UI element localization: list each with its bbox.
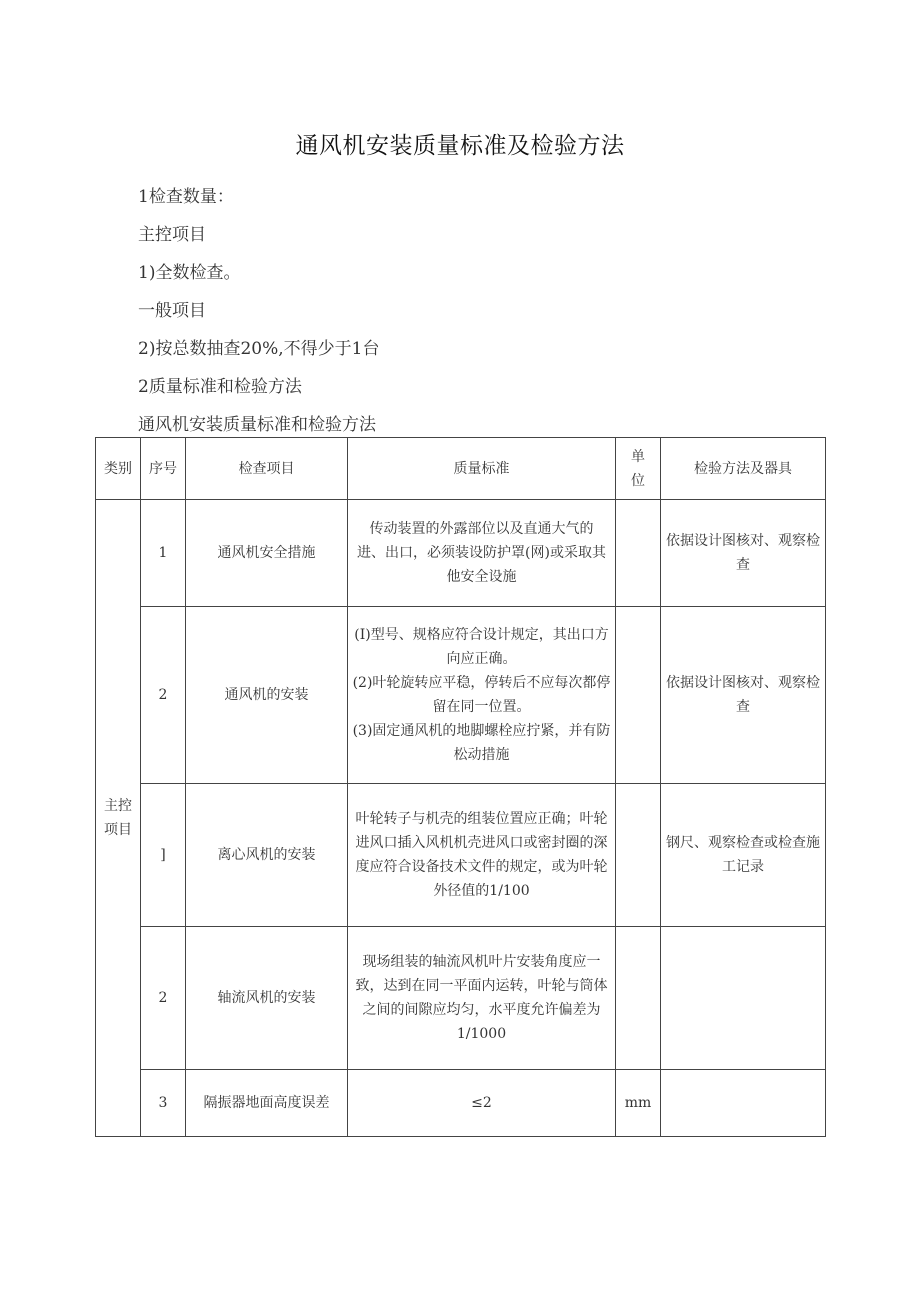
- item-cell: 隔振器地面高度误差: [186, 1070, 348, 1137]
- quality-standard-table: [95, 437, 826, 1137]
- header-standard: 质量标准: [348, 438, 616, 500]
- paragraph-sampling: 2)按总数抽查20%,不得少于1台: [138, 339, 380, 359]
- seq-cell: 2: [141, 607, 186, 784]
- table-row: [96, 784, 826, 927]
- unit-cell: [616, 784, 661, 927]
- table-row: [96, 607, 826, 784]
- standard-cell: 传动装置的外露部位以及直通大气的进、出口，必须装设防护罩(网)或采取其他安全设施: [348, 500, 616, 607]
- table-header-row: [96, 438, 826, 500]
- item-cell: 通风机的安装: [186, 607, 348, 784]
- method-cell: [661, 1070, 826, 1137]
- page-title: 通风机安装质量标准及检验方法: [295, 133, 625, 159]
- paragraph-general-items: 一般项目: [138, 301, 206, 321]
- seq-cell: 2: [141, 927, 186, 1070]
- header-method: 检验方法及器具: [661, 438, 826, 500]
- item-cell: 离心风机的安装: [186, 784, 348, 927]
- category-cell: 主控项目: [96, 500, 141, 1137]
- paragraph-main-control: 主控项目: [138, 225, 206, 245]
- table-row: [96, 500, 826, 607]
- method-cell: 依据设计图核对、观察检查: [661, 607, 826, 784]
- standard-cell: (I)型号、规格应符合设计规定，其出口方向应正确。 (2)叶轮旋转应平稳，停转后不应每次都停留在同一位置。 (3)固定通风机的地脚螺栓应拧紧，并有防松动措施: [348, 607, 616, 784]
- standard-cell: 现场组装的轴流风机叶片安装角度应一致，达到在同一平面内运转，叶轮与筒体之间的间隙应均匀，水平度允许偏差为 1/1000: [348, 927, 616, 1070]
- method-cell: [661, 927, 826, 1070]
- seq-cell: 1: [141, 500, 186, 607]
- standard-cell: 叶轮转子与机壳的组装位置应正确；叶轮进风口插入风机机壳进风口或密封圈的深度应符合设备技术文件的规定，或为叶轮外径值的1/100: [348, 784, 616, 927]
- paragraph-table-caption: 通风机安装质量标准和检验方法: [138, 415, 376, 435]
- paragraph-full-inspection: 1)全数检查。: [138, 263, 241, 283]
- item-cell: 通风机安全措施: [186, 500, 348, 607]
- unit-cell: [616, 500, 661, 607]
- paragraph-inspection-quantity: 1检查数量：: [138, 187, 234, 207]
- table-row: [96, 927, 826, 1070]
- standard-cell: ≤2: [348, 1070, 616, 1137]
- header-category: 类别: [96, 438, 141, 500]
- unit-cell: [616, 607, 661, 784]
- method-cell: 钢尺、观察检查或检查施工记录: [661, 784, 826, 927]
- paragraph-quality-standard: 2质量标准和检验方法: [138, 377, 302, 397]
- table-row: [96, 1070, 826, 1137]
- unit-cell: mm: [616, 1070, 661, 1137]
- method-cell: 依据设计图核对、观察检查: [661, 500, 826, 607]
- header-unit: 单位: [616, 438, 661, 500]
- item-cell: 轴流风机的安装: [186, 927, 348, 1070]
- unit-cell: [616, 927, 661, 1070]
- seq-cell: ]: [141, 784, 186, 927]
- header-item: 检查项目: [186, 438, 348, 500]
- header-seq: 序号: [141, 438, 186, 500]
- seq-cell: 3: [141, 1070, 186, 1137]
